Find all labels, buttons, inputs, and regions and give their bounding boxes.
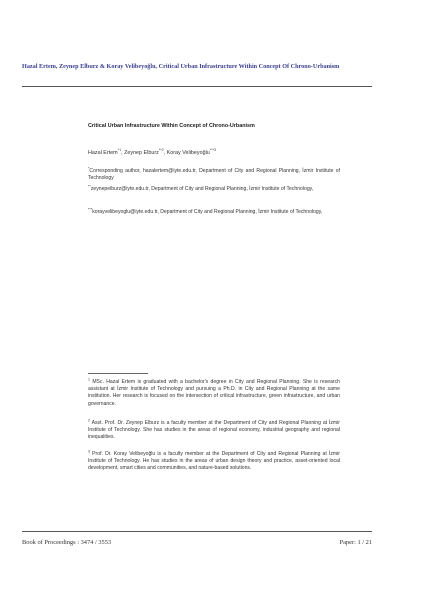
- author-name: Koray Velibeyoğlu: [166, 150, 210, 156]
- footnote-mark: 1: [88, 377, 90, 382]
- paper-page-counter: Paper: 1 / 21: [339, 539, 372, 546]
- affiliation-text: zeynepelburz@iyte.edu.tr, Department of City and Regional Planning, İzmir Institute of Technology,: [90, 186, 314, 192]
- running-head: Hazal Ertem, Zeynep Elburz & Koray Velibeyoğlu, Critical Urban Infrastructure Within Concept Of Chrono-Urbanism: [22, 63, 340, 70]
- footnote-mark: 2: [88, 418, 90, 423]
- affiliation-mark: *: [88, 166, 90, 171]
- affiliation-text: korayvelibeyoglu@iyte.edu.tr, Department of City and Regional Planning, İzmir Institute of Technology,: [92, 209, 323, 215]
- footnote: [88, 451, 340, 473]
- footnote-text: MSc. Hazal Ertem is graduated with a bachelor's degree in City and Regional Planning. She is research assistant at İzmir Institute of Technology and pursuing a Ph.D. in City and Regional Planning at the same institution. Her research is focused on the intersection of critical infrastructure, green infrastructure, and urban governance.: [88, 379, 340, 407]
- author-mark: *1: [117, 148, 122, 153]
- author-mark: **2: [158, 148, 164, 153]
- header-rule: [22, 86, 372, 87]
- footer-rule: [22, 531, 372, 532]
- affiliation: [88, 186, 340, 193]
- affiliation-text: Corresponding author, hazalertem@iyte.edu.tr, Department of City and Regional Planning, İzmir Institute of Technology: [88, 168, 340, 181]
- affiliation-mark: **: [88, 184, 91, 189]
- footnote-mark: 3: [88, 449, 90, 454]
- author-name: Hazal Ertem: [88, 150, 118, 156]
- proceedings-page-counter: Book of Proceedings : 3474 / 3553: [22, 539, 112, 546]
- author-separator: ,: [121, 150, 125, 156]
- footnote: [88, 379, 340, 408]
- author-line: [88, 150, 216, 156]
- footnote: [88, 420, 340, 442]
- paper-title: Critical Urban Infrastructure Within Concept of Chrono-Urbanism: [88, 123, 255, 129]
- author-separator: ,: [163, 150, 167, 156]
- affiliation: [88, 209, 340, 216]
- affiliation: [88, 168, 340, 182]
- affiliation-mark: ***: [88, 207, 93, 212]
- author-name: Zeynep Elburz: [124, 150, 159, 156]
- author-mark: ***3: [209, 148, 216, 153]
- footnote-text: Asst. Prof. Dr. Zeynep Elburz is a faculty member at the Department of City and Regional Planning at İzmir Institute of Technology. She has studies in the areas of regional economy, industrial geography and regional inequalities.: [88, 420, 341, 441]
- footnote-text: Prof. Dr. Koray Velibeyoğlu is a faculty member at the Department of City and Regional Planning at İzmir Institute of Technology. He has studies in the areas of urban design theory and practice, asset-oriented local development, smart cities and communities, and nature-based solutions.: [88, 451, 340, 472]
- footnote-rule: [88, 373, 148, 374]
